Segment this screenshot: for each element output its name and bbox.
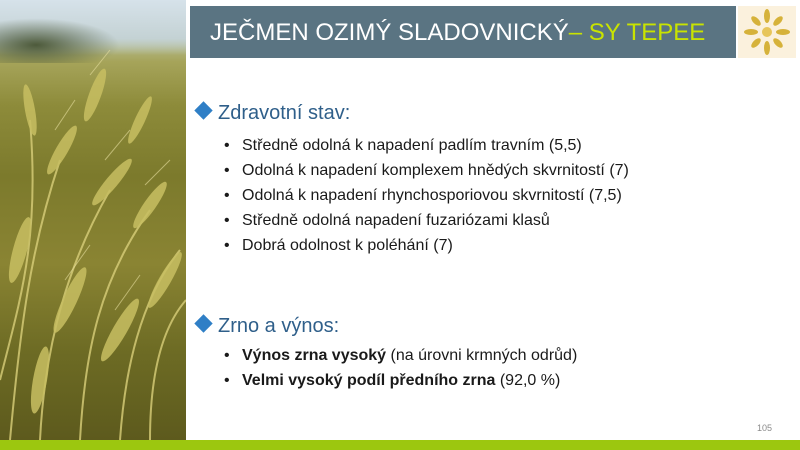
- list-item: • Středně odolná napadení fuzariózami klasů: [222, 211, 722, 230]
- list-item: [222, 346, 722, 365]
- page-number: 105: [757, 423, 773, 433]
- health-list: [222, 136, 722, 261]
- slide-title-accent: – SY TEPEE: [568, 19, 706, 46]
- diamond-bullet-icon: [194, 314, 212, 332]
- barley-field-photo: [0, 0, 186, 440]
- list-item-normal: (na úrovni krmných odrůd): [386, 347, 578, 364]
- list-item: • Dobrá odolnost k poléhání (7): [222, 236, 722, 255]
- list-item-normal: (92,0 %): [495, 372, 561, 389]
- list-item: • Odolná k napadení komplexem hnědých skvrnitostí (7): [222, 161, 682, 180]
- list-item: • Odolná k napadení rhynchosporiovou skvrnitostí (7,5): [222, 186, 722, 205]
- grain-list: [222, 346, 722, 396]
- bottom-accent-bar: [0, 440, 800, 450]
- diamond-bullet-icon: [194, 101, 212, 119]
- section-heading-text: Zrno a výnos:: [218, 315, 340, 337]
- section-heading-health: [195, 102, 350, 125]
- list-item-bold: Velmi vysoký podíl předního zrna: [242, 372, 496, 389]
- list-item: [222, 371, 722, 390]
- barley-ears-illustration: [0, 0, 186, 440]
- slide-title: [210, 13, 705, 53]
- section-heading-grain: [195, 315, 339, 338]
- section-heading-text: Zdravotní stav:: [218, 102, 351, 124]
- list-item-bold: Výnos zrna vysoký: [242, 347, 387, 364]
- slide-title-main: JEČMEN OZIMÝ SLADOVNICKÝ: [210, 19, 569, 46]
- wheat-logo-icon: [738, 6, 796, 58]
- list-item: • Středně odolná k napadení padlím travním (5,5): [222, 136, 722, 155]
